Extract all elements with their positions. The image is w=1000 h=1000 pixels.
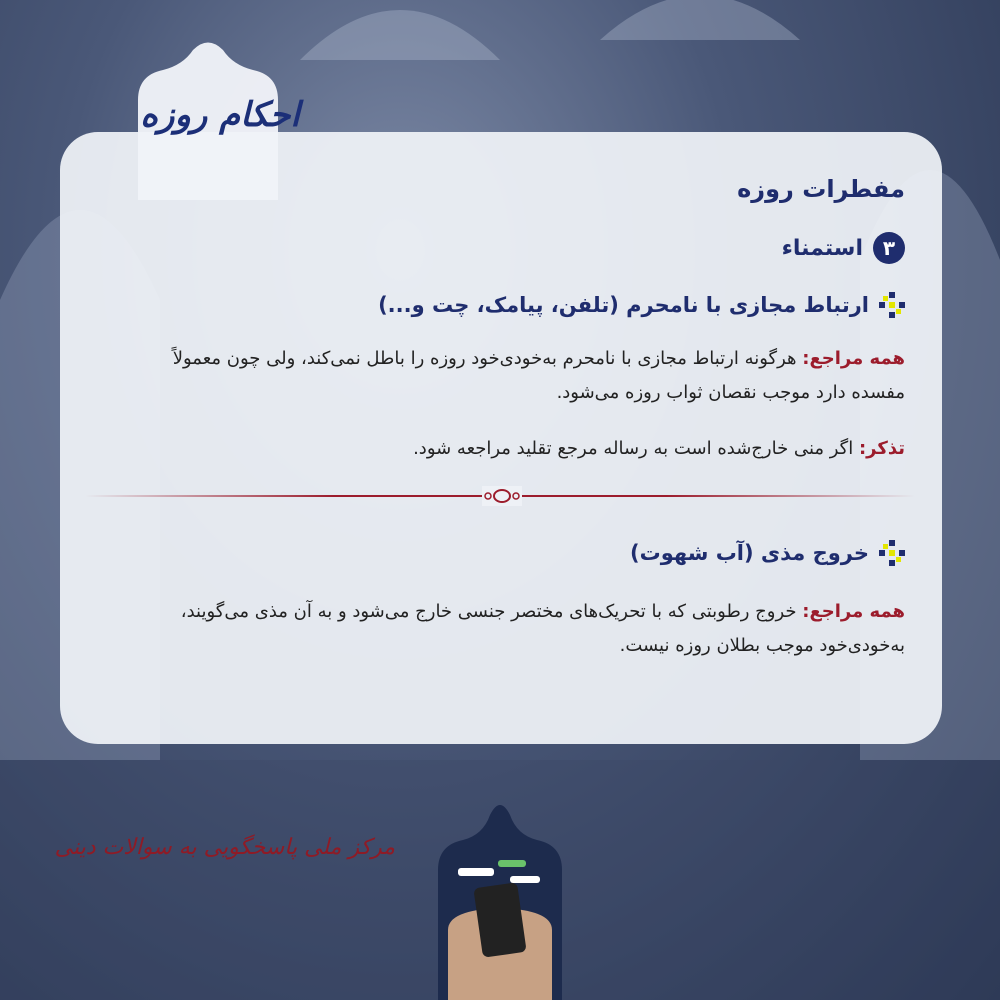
section-heading	[782, 232, 905, 264]
item1-note	[130, 432, 905, 466]
item1-heading-text: ارتباط مجازی با نامحرم (تلفن، پیامک، چت و...)	[378, 293, 869, 317]
note-text: اگر منی خارج‌شده است به رساله مرجع تقلید مراجعه شود.	[413, 438, 859, 459]
item2-label: همه مراجع:	[802, 601, 905, 622]
diamond-bullet-icon	[879, 292, 905, 318]
page-title: احکام روزه	[140, 95, 300, 135]
item1-paragraph	[130, 342, 905, 410]
main-heading: مفطرات روزه	[737, 175, 905, 203]
item1-heading	[378, 292, 905, 318]
item1-text: هرگونه ارتباط مجازی با نامحرم به‌خودی‌خود روزه را باطل نمی‌کند، ولی چون معمولاً مفسده دارد موجب نقصان ثواب روزه می‌شود.	[172, 348, 905, 403]
ornament-icon	[482, 486, 522, 506]
note-label: تذکر:	[858, 438, 905, 459]
phone-hands-badge	[428, 790, 572, 1000]
item2-text: خروج رطوبتی که با تحریک‌های مختصر جنسی خارج می‌شود و به آن مذی می‌گویند، به‌خودی‌خود موجب بطلان روزه نیست.	[180, 601, 905, 656]
item2-heading-text: خروج مذی (آب شهوت)	[630, 541, 869, 565]
diamond-bullet-icon	[879, 540, 905, 566]
item2-heading	[630, 540, 905, 566]
organization-signature: مرکز ملی پاسخگویی به سوالات دینی	[54, 835, 395, 860]
section-number-badge: ۳	[873, 232, 905, 264]
item1-label: همه مراجع:	[802, 348, 905, 369]
section-title: استمناء	[781, 235, 863, 261]
item2-paragraph	[130, 595, 905, 663]
